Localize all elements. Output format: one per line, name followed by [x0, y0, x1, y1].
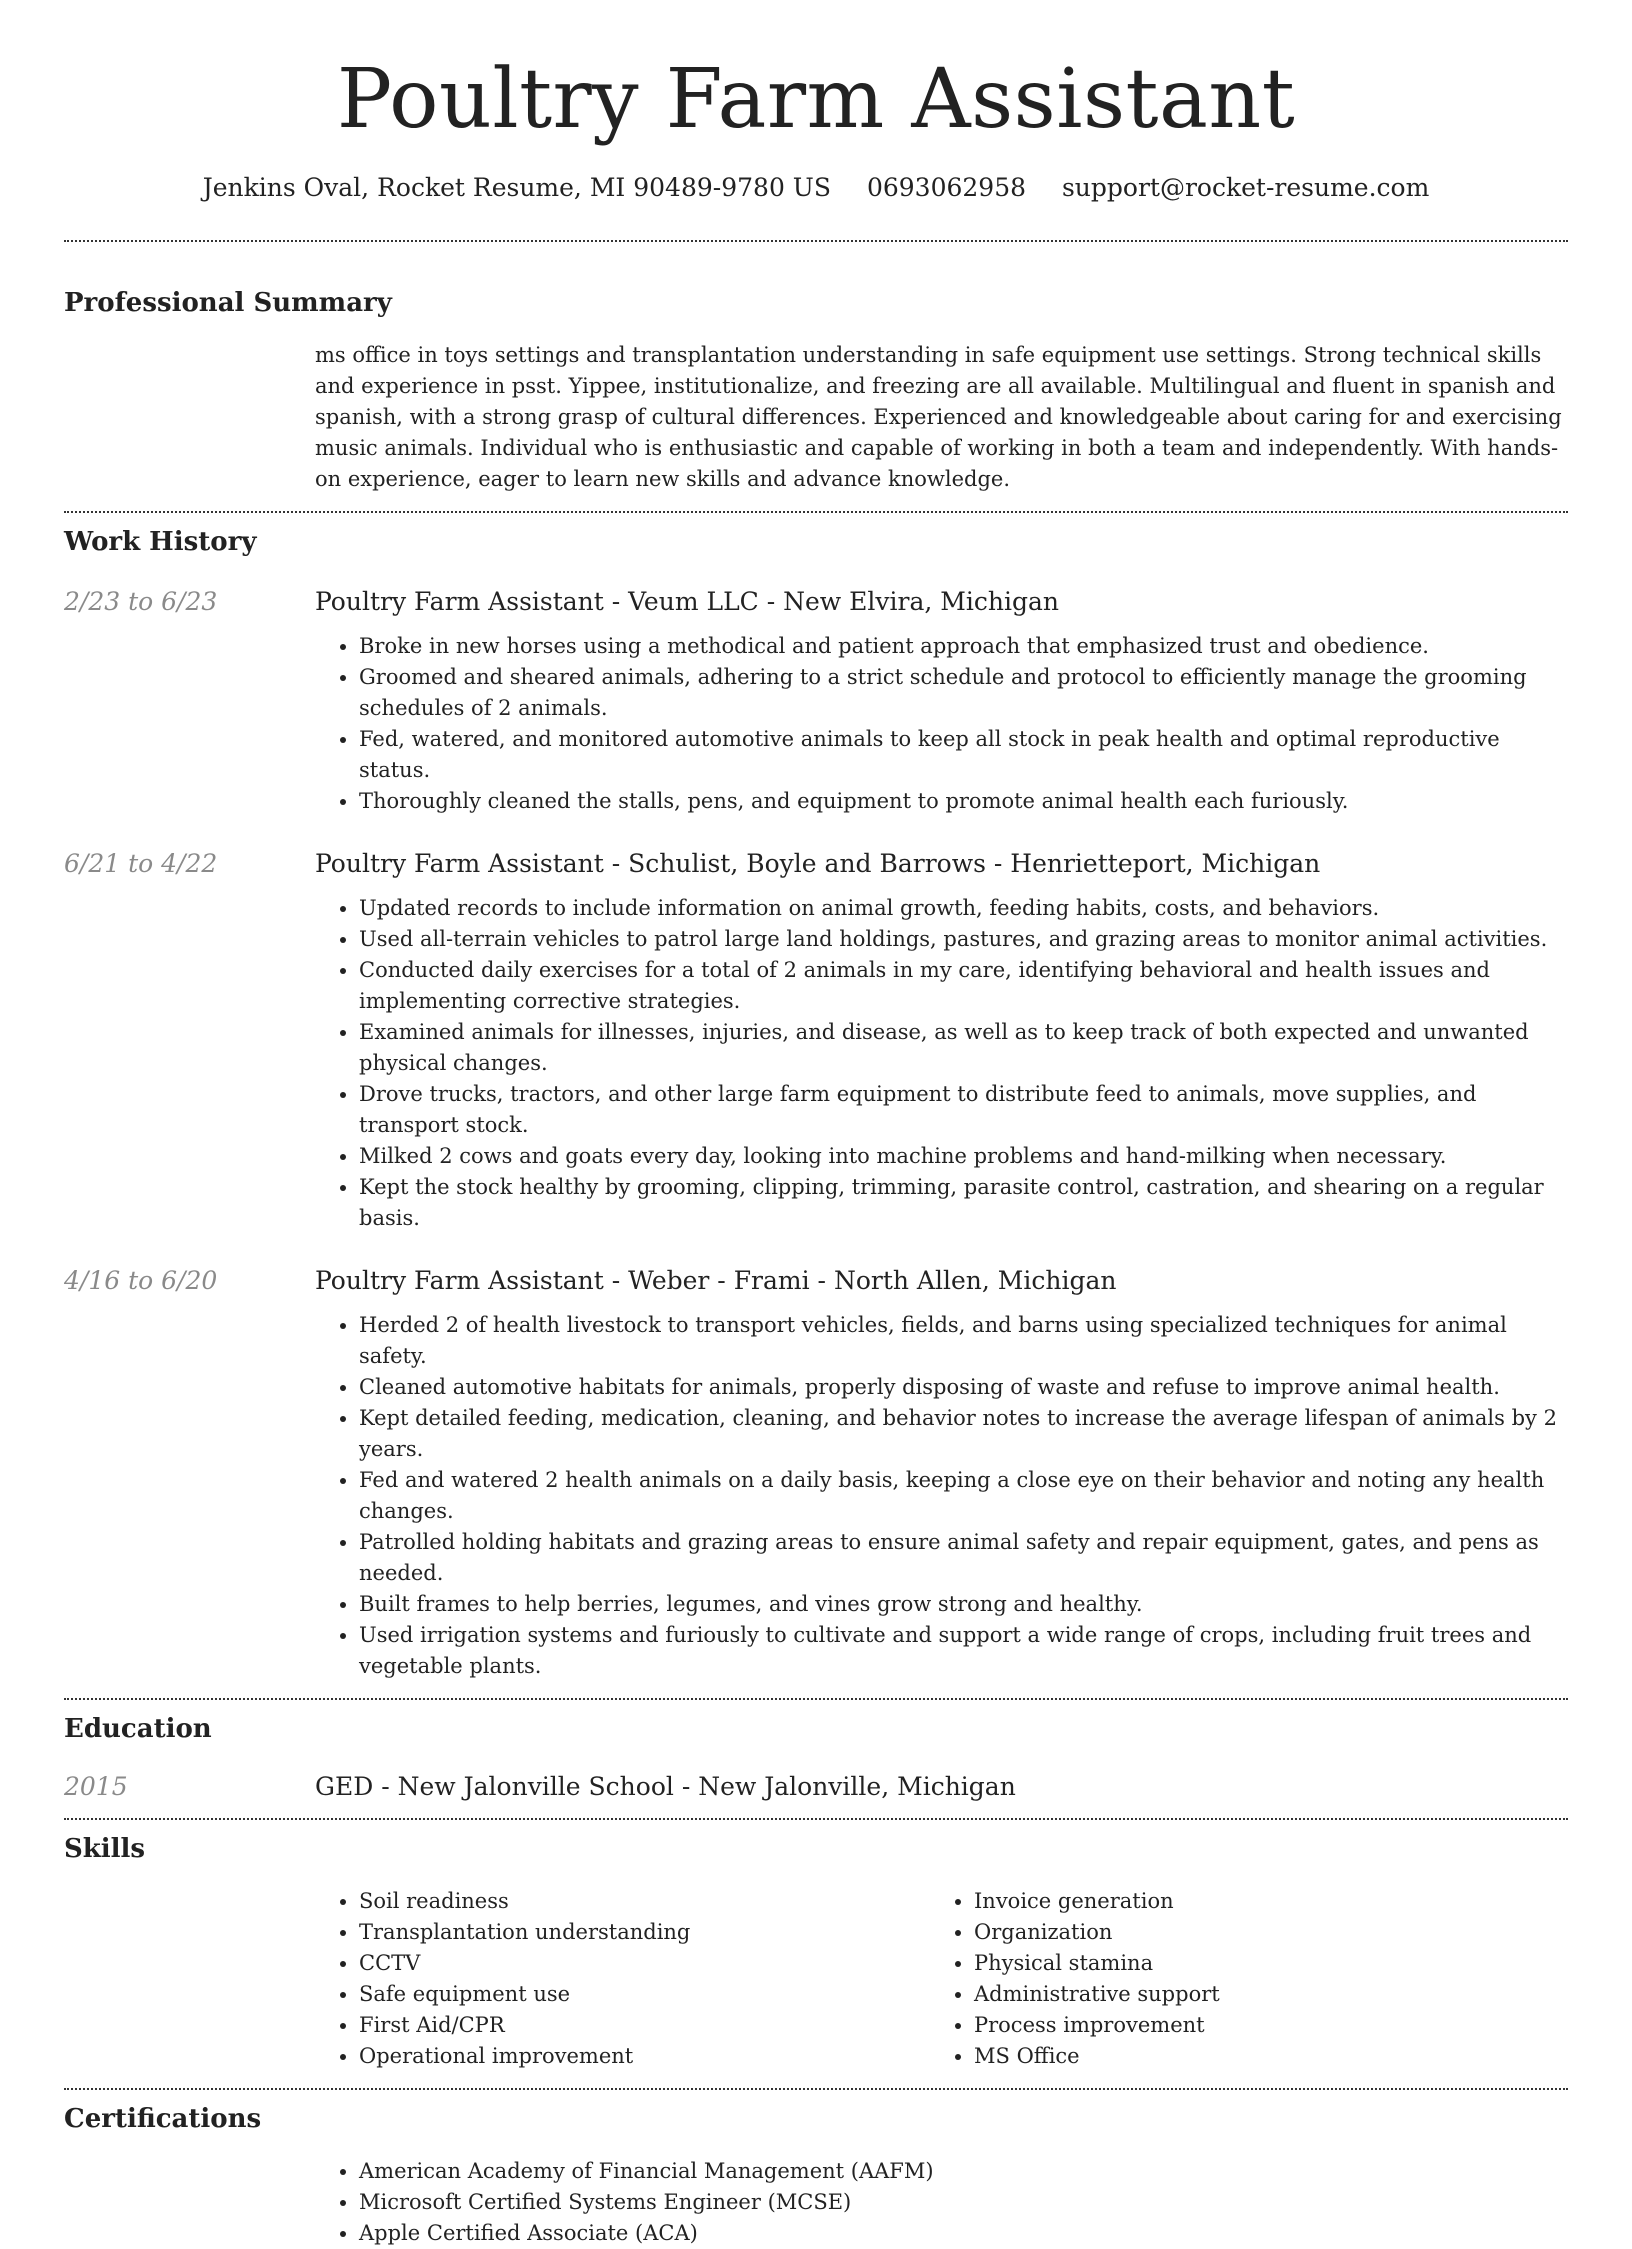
- job-body: [315, 585, 1568, 817]
- certifications-section: [64, 2102, 1568, 2249]
- list-item: • Microsoft Certified Systems Engineer (MCSE): [359, 2187, 1568, 2218]
- job-title: Poultry Farm Assistant - Veum LLC - New Elvira, Michigan: [315, 587, 1059, 616]
- contact-address: Jenkins Oval, Rocket Resume, MI 90489-9780 US: [202, 173, 831, 202]
- list-item: • Groomed and sheared animals, adhering to a strict schedule and protocol to efficiently manage the grooming schedules of 2 animals.: [359, 662, 1568, 724]
- list-item: • Organization: [974, 1917, 1545, 1948]
- divider-header: [64, 240, 1568, 242]
- skills-list: [315, 1886, 930, 2072]
- skills-title: Skills: [64, 1834, 146, 1864]
- list-item: • Safe equipment use: [359, 1979, 930, 2010]
- education-section: [64, 1712, 1568, 1804]
- list-item: • Conducted daily exercises for a total of 2 animals in my care, identifying behavioral and health issues and implementing corrective strategies.: [359, 955, 1568, 1017]
- job-dates: 4/16 to 6/20: [64, 1266, 218, 1295]
- certifications-title: Certifications: [64, 2104, 262, 2134]
- list-item: • Transplantation understanding: [359, 1917, 930, 1948]
- job-entry: [64, 585, 1568, 817]
- job-dates: 6/21 to 4/22: [64, 849, 218, 878]
- list-item: • First Aid/CPR: [359, 2010, 930, 2041]
- education-title: Education: [64, 1714, 212, 1744]
- list-item: • Broke in new horses using a methodical and patient approach that emphasized trust and obedience.: [359, 631, 1568, 662]
- list-item: • Administrative support: [974, 1979, 1545, 2010]
- candidate-name: Poultry Farm Assistant: [336, 52, 1296, 147]
- contact-line: [64, 170, 1568, 206]
- job-entry: [64, 1264, 1568, 1682]
- skills-grid: [315, 1886, 1568, 2072]
- summary-text: ms office in toys settings and transplantation understanding in safe equipment use settings. Strong technical skills and experience in psst. Yippee, institutionalize, and freezing are all available. Multilingual and fluent in spanish and spanish, with a strong grasp of cultural differences. Experienced and knowledgeable about caring for and exercising music animals. Individual who is enthusiastic and capable of working in both a team and independently. With hands-on experience, eager to learn new skills and advance knowledge.: [315, 343, 1562, 491]
- divider-education: [64, 1818, 1568, 1820]
- job-bullets: [315, 1310, 1568, 1682]
- job-body: [315, 1264, 1568, 1682]
- list-item: • Used irrigation systems and furiously to cultivate and support a wide range of crops, including fruit trees and vegetable plants.: [359, 1620, 1568, 1682]
- list-item: • Kept the stock healthy by grooming, clipping, trimming, parasite control, castration, and shearing on a regular basis.: [359, 1172, 1568, 1234]
- list-item: • Examined animals for illnesses, injuries, and disease, as well as to keep track of both expected and unwanted physical changes.: [359, 1017, 1568, 1079]
- list-item: • Thoroughly cleaned the stalls, pens, and equipment to promote animal health each furiously.: [359, 786, 1568, 817]
- contact-phone: 0693062958: [866, 173, 1027, 202]
- list-item: • MS Office: [974, 2041, 1545, 2072]
- job-dates: 2/23 to 6/23: [64, 587, 218, 616]
- list-item: • Soil readiness: [359, 1886, 930, 1917]
- list-item: • Cleaned automotive habitats for animals, properly disposing of waste and refuse to improve animal health.: [359, 1372, 1568, 1403]
- contact-email: support@rocket-resume.com: [1061, 173, 1430, 202]
- list-item: • Apple Certified Associate (ACA): [359, 2218, 1568, 2249]
- skills-list: [930, 1886, 1545, 2072]
- certifications-list: [315, 2156, 1568, 2249]
- work-history-section: [64, 525, 1568, 1682]
- list-item: • Fed and watered 2 health animals on a daily basis, keeping a close eye on their behavior and noting any health changes.: [359, 1465, 1568, 1527]
- job-bullets: [315, 893, 1568, 1234]
- education-year: 2015: [64, 1772, 128, 1801]
- list-item: • Patrolled holding habitats and grazing areas to ensure animal safety and repair equipment, gates, and pens as needed.: [359, 1527, 1568, 1589]
- job-entry: [64, 847, 1568, 1234]
- list-item: • Used all-terrain vehicles to patrol large land holdings, pastures, and grazing areas to monitor animal activities.: [359, 924, 1568, 955]
- list-item: • Invoice generation: [974, 1886, 1545, 1917]
- list-item: • Fed, watered, and monitored automotive animals to keep all stock in peak health and optimal reproductive status.: [359, 724, 1568, 786]
- divider-work: [64, 1698, 1568, 1700]
- job-body: [315, 847, 1568, 1234]
- skills-column-right: [930, 1886, 1545, 2072]
- list-item: • Process improvement: [974, 2010, 1545, 2041]
- job-title: Poultry Farm Assistant - Schulist, Boyle and Barrows - Henrietteport, Michigan: [315, 849, 1321, 878]
- education-degree: GED - New Jalonville School - New Jalonville, Michigan: [315, 1772, 1016, 1801]
- job-title: Poultry Farm Assistant - Weber - Frami - North Allen, Michigan: [315, 1266, 1117, 1295]
- list-item: • American Academy of Financial Management (AAFM): [359, 2156, 1568, 2187]
- skills-section: [64, 1832, 1568, 2072]
- list-item: • Milked 2 cows and goats every day, looking into machine problems and hand-milking when necessary.: [359, 1141, 1568, 1172]
- summary-section: [64, 286, 1568, 495]
- list-item: • Built frames to help berries, legumes, and vines grow strong and healthy.: [359, 1589, 1568, 1620]
- education-entry: [64, 1770, 1568, 1804]
- education-body: [315, 1770, 1568, 1804]
- list-item: • CCTV: [359, 1948, 930, 1979]
- skills-column-left: [315, 1886, 930, 2072]
- work-history-title: Work History: [64, 527, 257, 557]
- list-item: • Updated records to include information on animal growth, feeding habits, costs, and behaviors.: [359, 893, 1568, 924]
- list-item: • Operational improvement: [359, 2041, 930, 2072]
- divider-skills: [64, 2088, 1568, 2090]
- list-item: • Kept detailed feeding, medication, cleaning, and behavior notes to increase the average lifespan of animals by 2 years.: [359, 1403, 1568, 1465]
- divider-summary: [64, 511, 1568, 513]
- summary-title: Professional Summary: [64, 288, 392, 318]
- list-item: • Herded 2 of health livestock to transport vehicles, fields, and barns using specialized techniques for animal safety.: [359, 1310, 1568, 1372]
- job-bullets: [315, 631, 1568, 817]
- list-item: • Physical stamina: [974, 1948, 1545, 1979]
- list-item: • Drove trucks, tractors, and other large farm equipment to distribute feed to animals, move supplies, and transport stock.: [359, 1079, 1568, 1141]
